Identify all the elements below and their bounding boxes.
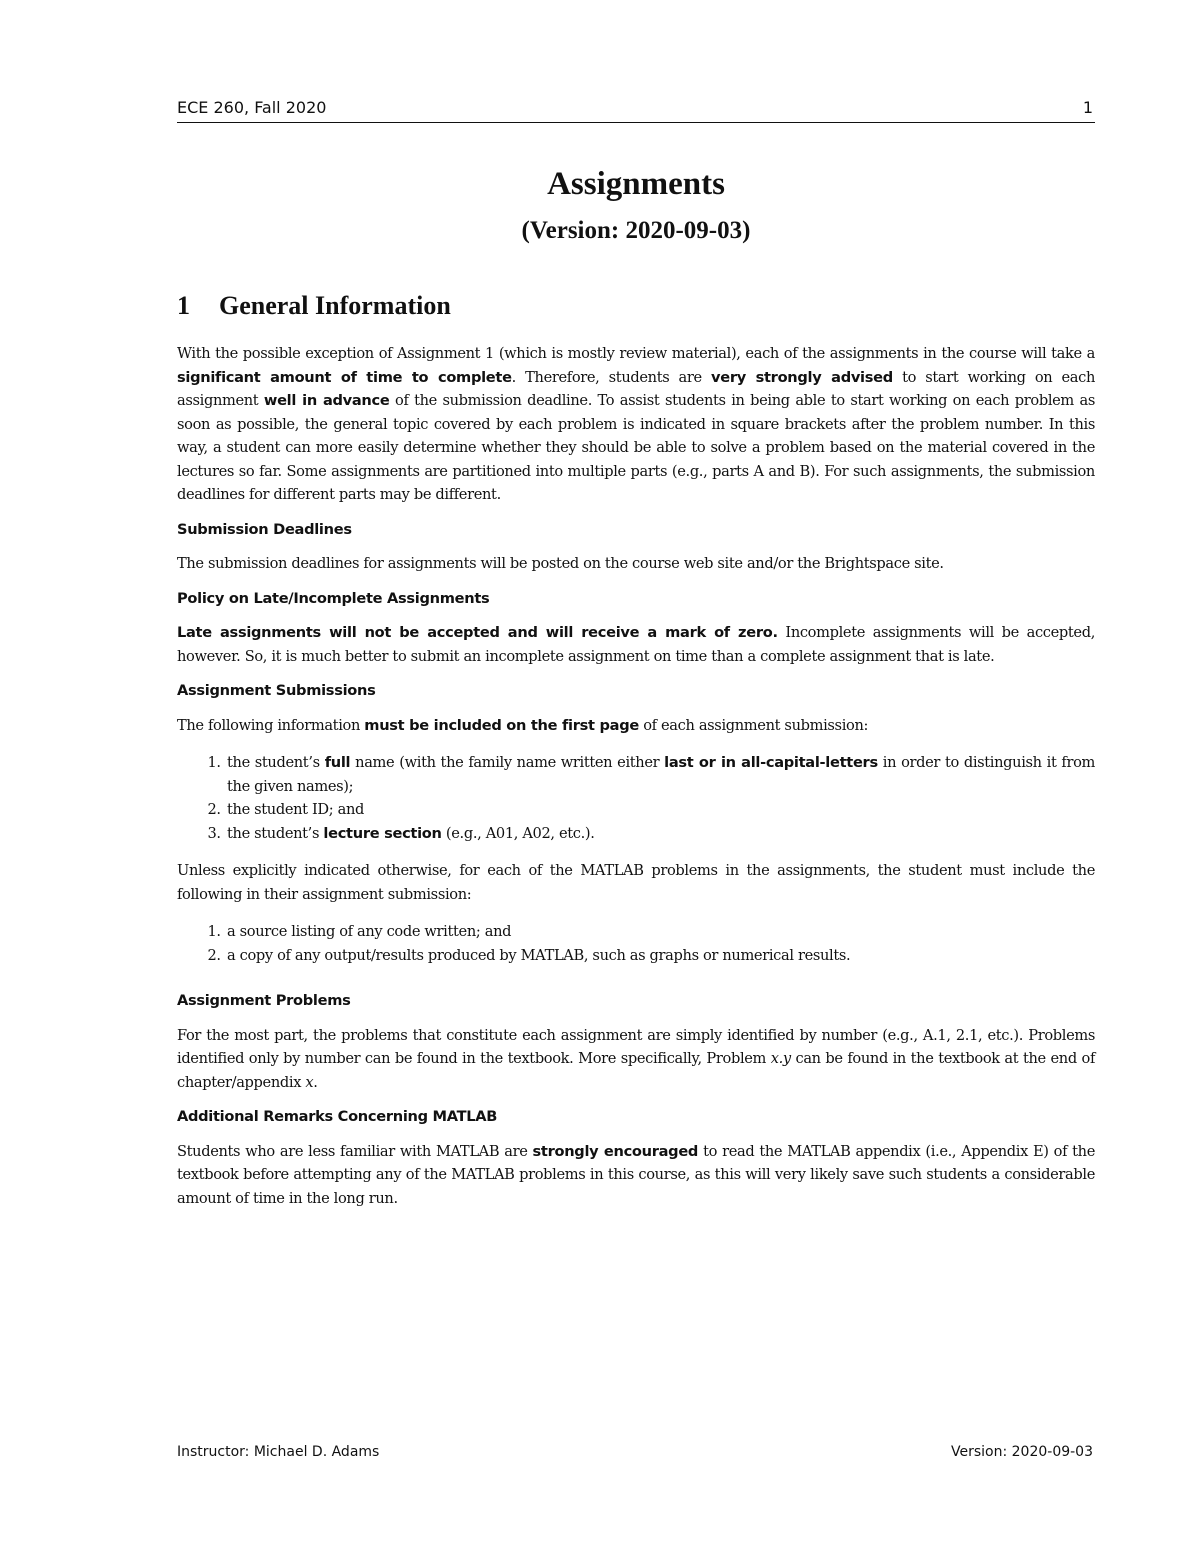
- matlab-emphasis: strongly encouraged: [532, 1142, 699, 1160]
- list-item: [225, 751, 1095, 798]
- version-label: Version: 2020-09-03: [950, 1444, 1093, 1460]
- list-item-text: the student ID; and: [227, 801, 364, 818]
- document-body: [177, 342, 1095, 1210]
- problems-text-2: can be found in the textbook at the end of chapter/appendix: [177, 1050, 1095, 1091]
- list-item-text: (e.g., A01, A02, etc.).: [441, 824, 595, 842]
- section-number: 1: [177, 291, 190, 320]
- deadlines-heading: Submission Deadlines: [177, 520, 352, 538]
- list-item-text: name (with the family name written either: [350, 754, 665, 771]
- intro-text-2: . Therefore, students are: [511, 368, 712, 386]
- list-item-emphasis: full: [324, 754, 351, 771]
- late-policy-heading: Policy on Late/Incomplete Assignments: [177, 589, 490, 607]
- problems-paragraph: [177, 1024, 1095, 1095]
- instructor-label: Instructor: Michael D. Adams: [177, 1444, 380, 1460]
- late-policy-paragraph: [177, 621, 1095, 668]
- deadlines-paragraph: The submission deadlines for assignments will be posted on the course web site and/or the Brightspace site.: [177, 555, 944, 572]
- submissions-paragraph: [177, 714, 1095, 738]
- late-policy-text: Incomplete assignments will be accepted, however. So, it is much better to submit an incomplete assignment on time than a complete assignment that is late.: [177, 624, 1095, 665]
- matlab-text-1: Students who are less familiar with MATLAB are: [177, 1142, 533, 1160]
- document-page: [177, 0, 1095, 1553]
- problems-variable-2: x: [305, 1073, 314, 1091]
- intro-text-1: With the possible exception of Assignment 1 (which is mostly review material), each of the assignments in the course will take a: [177, 345, 1095, 362]
- problems-text-3: .: [313, 1073, 318, 1091]
- matlab-text-2: to read the MATLAB appendix (i.e., Appendix E) of the textbook before attempting any of the MATLAB problems in this course, as this will very likely save such students a considerable amount of time in the long run.: [177, 1142, 1095, 1207]
- problems-heading: Assignment Problems: [177, 992, 351, 1009]
- intro-emphasis-1: significant amount of time to complete: [177, 368, 512, 386]
- matlab-requirements-paragraph: Unless explicitly indicated otherwise, for each of the MATLAB problems in the assignments, the student must include the following in their assignment submission:: [177, 862, 1095, 903]
- required-info-list: [177, 751, 1095, 845]
- matlab-remarks-paragraph: [177, 1140, 1095, 1211]
- document-title: Assignments: [547, 166, 725, 202]
- matlab-requirements-list: [177, 920, 1095, 967]
- list-item: [225, 798, 1095, 822]
- late-policy-emphasis: Late assignments will not be accepted and will receive a mark of zero.: [177, 624, 778, 641]
- intro-emphasis-3: well in advance: [263, 392, 390, 409]
- problems-text-1: For the most part, the problems that constitute each assignment are simply identified by number (e.g., A.1, 2.1, etc.). Problems identified only by number can be found in the textbook. More specifically, Problem: [177, 1026, 1095, 1067]
- intro-text-4: of the submission deadline. To assist students in being able to start working on each problem as soon as possible, the general topic covered by each problem is indicated in square brackets after the problem number. In this way, a student can more easily determine whether they should be able to solve a problem based on the material covered in the lectures so far. Some assignments are partitioned into multiple parts (e.g., parts A and B). For such assignments, the submission deadlines for different parts may be different.: [177, 392, 1095, 503]
- intro-text-3: to start working on each assignment: [177, 368, 1096, 409]
- list-item: 1. a source listing of any code written; and: [225, 920, 1095, 944]
- list-item-text: the student’s: [227, 824, 324, 842]
- list-item-text: the student’s: [227, 754, 325, 771]
- submissions-text-1: The following information: [177, 716, 365, 734]
- list-item-emphasis: last or in all-capital-letters: [664, 754, 878, 771]
- section-heading: [177, 288, 451, 324]
- course-label: ECE 260, Fall 2020: [177, 98, 327, 117]
- matlab-remarks-heading: Additional Remarks Concerning MATLAB: [177, 1108, 498, 1125]
- section-title: General Information: [219, 291, 451, 320]
- page-number: 1: [1082, 98, 1093, 117]
- intro-emphasis-2: very strongly advised: [711, 368, 893, 386]
- page-header: [177, 96, 1095, 123]
- submissions-emphasis: must be included on the first page: [364, 716, 639, 734]
- intro-paragraph: [177, 342, 1095, 507]
- list-item: 2. a copy of any output/results produced by MATLAB, such as graphs or numerical results.: [225, 944, 1095, 968]
- document-version: (Version: 2020-09-03): [521, 217, 751, 244]
- list-item-emphasis: lecture section: [323, 824, 442, 842]
- list-item-text: in order to distinguish it from the given names);: [227, 754, 1096, 795]
- submissions-text-2: of each assignment submission:: [638, 716, 869, 734]
- problems-variable-1: x.y: [770, 1050, 791, 1067]
- submissions-heading: Assignment Submissions: [177, 682, 376, 699]
- list-item: [225, 822, 1095, 846]
